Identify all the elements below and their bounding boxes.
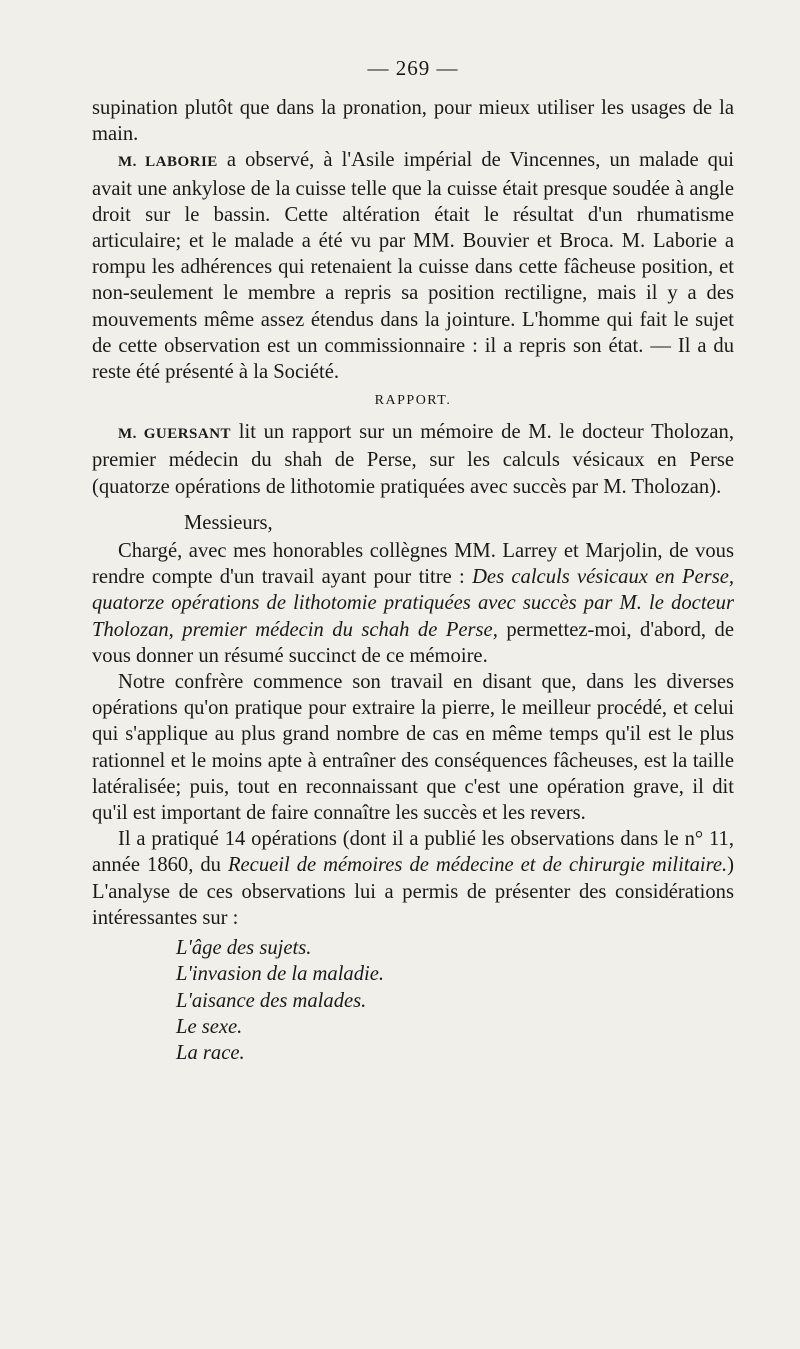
paragraph-text: Chargé, avec mes honorables collègnes MM. Larrey et Marjolin, de vous rendre compte d'un travail ayant pour titre :	[92, 540, 734, 589]
paragraph-text: a observé, à l'Asile impérial de Vincennes, un malade qui avait une ankylose de la cuisse telle que la cuisse était presque soudée à angle droit sur le bassin. Cette altération était le résultat d'un rhumatisme articulaire; et le malade a été vu par MM. Bouvier et Broca. M. Laborie a rompu les adhérences qui retenaient la cuisse dans cette fâcheuse position, et non-seulement le membre a repris sa position rectiligne, mais il y a des mouvements même assez étendus dans la jointure. L'homme qui fait le sujet de cette observation est un commissionnaire : il a repris son état. — Il a du reste été présenté à la Société.	[92, 149, 734, 384]
work-title: Des calculs vésicaux en Perse, quatorze opérations de lithotomie pratiquées avec succès par M. le docteur Tholozan, premier médecin du schah de Perse,	[92, 566, 734, 641]
paragraph-laborie	[92, 147, 734, 385]
paragraph-operations	[92, 826, 734, 931]
journal-title: Recueil de mémoires de médecine et de chirurgie militaire.	[227, 854, 728, 877]
paragraph-continuation: supination plutôt que dans la pronation, pour mieux utiliser les usages de la main.	[92, 97, 734, 146]
paragraph-report-intro	[92, 538, 734, 669]
list-item: L'âge des sujets.	[176, 937, 312, 960]
speaker-name: M. GUERSANT	[118, 426, 232, 443]
page-number: — 269 —	[367, 56, 459, 80]
considerations-list	[176, 935, 734, 1066]
section-heading: RAPPORT.	[374, 393, 452, 409]
paragraph-text: ) L'analyse de ces observations lui a permis de présenter des considérations intéressantes sur :	[92, 854, 734, 929]
list-item: L'invasion de la maladie.	[176, 963, 385, 986]
paragraph-text: lit un rapport sur un mémoire de M. le docteur Tholozan, premier médecin du shah de Perse, sur les calculs vésicaux en Perse (quatorze opérations de lithotomie pratiquées avec succès par M. Tholozan).	[92, 421, 734, 498]
speaker-name: M. LABORIE	[118, 154, 218, 171]
paragraph-text: permettez-moi, d'abord, de vous donner un résumé succinct de ce mémoire.	[92, 618, 734, 667]
list-item: Le sexe.	[176, 1015, 243, 1038]
paragraph-guersant	[92, 419, 734, 500]
list-item: La race.	[176, 1041, 245, 1064]
list-item: L'aisance des malades.	[176, 989, 367, 1012]
paragraph-text: Il a pratiqué 14 opérations (dont il a publié les observations dans le n° 11, année 1860, du	[92, 828, 734, 877]
salutation: Messieurs,	[184, 511, 273, 534]
paragraph-summary: Notre confrère commence son travail en disant que, dans les diverses opérations qu'on pratique pour extraire la pierre, le meilleur procédé, et celui qui s'applique au plus grand nombre de cas en même temps qu'il est le plus rationnel et le moins apte à entraîner des conséquences fâcheuses, est la taille latéralisée; puis, tout en reconnaissant que c'est une opération grave, il dit qu'il est important de faire connaître les succès et les revers.	[92, 671, 734, 825]
